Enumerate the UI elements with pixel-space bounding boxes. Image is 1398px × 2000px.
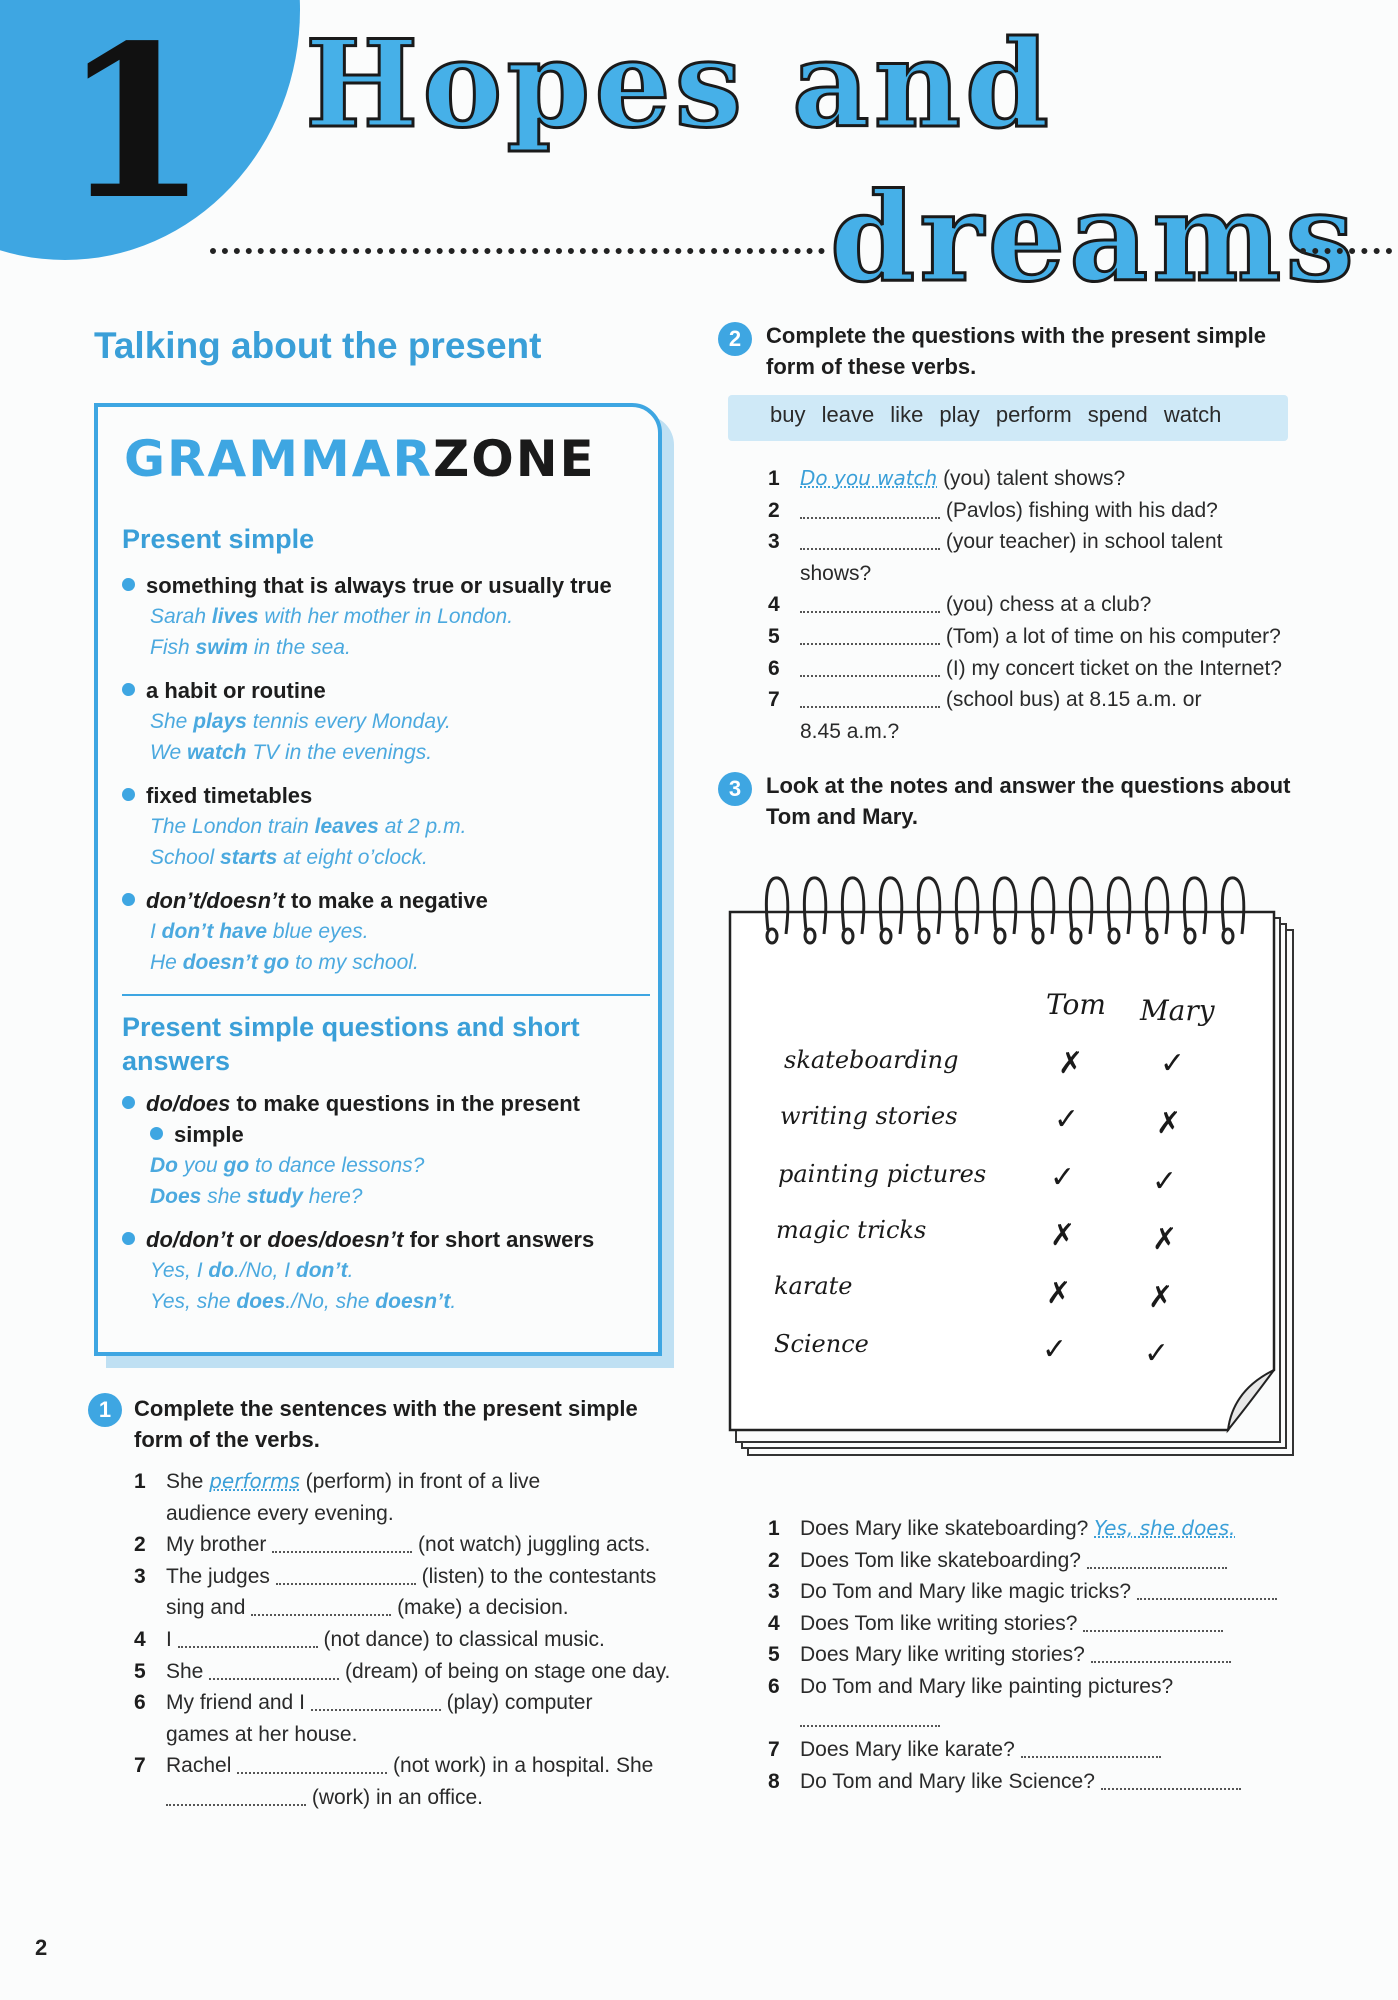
answer-blank[interactable] <box>251 1614 391 1616</box>
example: We watch TV in the evenings. <box>150 741 433 764</box>
answer-blank[interactable] <box>800 643 940 645</box>
exercise-item: 4 I (not dance) to classical music. <box>134 1627 605 1651</box>
exercise-item: 6 (I) my concert ticket on the Internet? <box>768 656 1282 680</box>
answer-blank[interactable] <box>800 517 940 519</box>
tom-mark: ✓ <box>1054 1103 1080 1136</box>
exercise-3-questions <box>768 1513 1328 1797</box>
exercise-3-instruction: Look at the notes and answer the questions about Tom and Mary. <box>766 773 1291 829</box>
exercise-item: 1 Do you watch (you) talent shows? <box>768 466 1126 490</box>
mary-mark: ✗ <box>1156 1107 1182 1140</box>
rule-bullet: do/does to make questions in the present <box>122 1088 642 1119</box>
example: Yes, I do./No, I don’t. <box>150 1259 354 1282</box>
exercise-item-cont: games at her house. <box>166 1722 358 1746</box>
answer-blank[interactable] <box>272 1551 412 1553</box>
answer-blank[interactable]: performs <box>209 1469 300 1493</box>
example: I don’t have blue eyes. <box>150 920 369 943</box>
question-item: 6 Do Tom and Mary like painting pictures? <box>768 1674 1174 1698</box>
question-item-cont <box>768 1703 1328 1735</box>
question-item: 3 Do Tom and Mary like magic tricks? <box>768 1576 1328 1608</box>
exercise-item-cont: 8.45 a.m.? <box>800 719 900 743</box>
questions-rules <box>122 1088 642 1317</box>
answer-blank[interactable] <box>178 1646 318 1648</box>
example: Yes, she does./No, she doesn’t. <box>150 1290 457 1313</box>
exercise-item-cont: shows? <box>800 561 872 585</box>
mary-mark: ✗ <box>1148 1281 1174 1314</box>
mary-mark: ✓ <box>1152 1165 1178 1198</box>
answer-blank[interactable] <box>166 1804 306 1806</box>
logo-grammar: GRAMMAR <box>124 430 433 488</box>
grammar-divider <box>122 994 650 996</box>
notebook-table <box>728 870 1308 1480</box>
present-simple-heading: Present simple <box>122 524 315 554</box>
answer-blank[interactable] <box>800 706 940 708</box>
exercise-item: 3 (your teacher) in school talent <box>768 530 1223 554</box>
answer-blank[interactable] <box>276 1583 416 1585</box>
logo-zone: ZONE <box>432 430 596 488</box>
exercise-item-cont: (work) in an office. <box>134 1782 674 1814</box>
example: Do you go to dance lessons? <box>150 1154 425 1177</box>
exercise-item: 4 (you) chess at a club? <box>768 593 1152 617</box>
question-item: 8 Do Tom and Mary like Science? <box>768 1766 1328 1798</box>
answer-blank[interactable] <box>311 1709 441 1711</box>
rule-bullet: something that is always true or usually true <box>122 570 642 601</box>
grammar-zone-logo <box>124 430 596 488</box>
rule-bullet-cont: simple <box>122 1119 642 1150</box>
exercise-3-number: 3 <box>718 772 752 806</box>
answer-blank[interactable] <box>800 1725 940 1727</box>
example: He doesn’t go to my school. <box>150 951 419 974</box>
title-dotted-rule-end <box>1300 248 1392 254</box>
answer-blank[interactable]: Do you watch <box>800 466 938 490</box>
example: Sarah lives with her mother in London. <box>150 605 514 628</box>
answer-blank[interactable]: Yes, she does. <box>1094 1516 1236 1540</box>
answer-blank[interactable] <box>1137 1598 1277 1600</box>
answer-blank[interactable] <box>1091 1661 1231 1663</box>
question-item: 7 Does Mary like karate? <box>768 1734 1328 1766</box>
example: Fish swim in the sea. <box>150 636 351 659</box>
answer-blank[interactable] <box>237 1772 387 1774</box>
verb-list: buy leave like play perform spend watch <box>770 402 1222 427</box>
rule-bullet: don’t/doesn’t to make a negative <box>122 885 642 916</box>
exercise-item: 6 My friend and I (play) computer <box>134 1691 593 1715</box>
page-number: 2 <box>35 1935 48 1960</box>
answer-blank[interactable] <box>209 1678 339 1680</box>
activity-label: magic tricks <box>776 1216 927 1244</box>
example: She plays tennis every Monday. <box>150 710 451 733</box>
example: Does she study here? <box>150 1185 363 1208</box>
exercise-item: 7 Rachel (not work) in a hospital. She <box>134 1754 654 1778</box>
exercise-item: 7 (school bus) at 8.15 a.m. or <box>768 688 1202 712</box>
rule-bullet: fixed timetables <box>122 780 642 811</box>
exercise-item: 3 The judges (listen) to the contestants <box>134 1564 657 1588</box>
activity-label: writing stories <box>780 1102 958 1130</box>
example: School starts at eight o’clock. <box>150 846 428 869</box>
unit-title-line2: dreams <box>830 165 1359 309</box>
exercise-1-number: 1 <box>88 1393 122 1427</box>
exercise-item: 2 (Pavlos) fishing with his dad? <box>768 498 1218 522</box>
question-item: 2 Does Tom like skateboarding? <box>768 1545 1328 1577</box>
tom-mark: ✓ <box>1042 1333 1068 1366</box>
rule-bullet: do/don’t or does/doesn’t for short answers <box>122 1224 642 1255</box>
exercise-item: 1 She performs (perform) in front of a live <box>134 1469 541 1493</box>
mary-mark: ✓ <box>1160 1047 1186 1080</box>
answer-blank[interactable] <box>1083 1630 1223 1632</box>
activity-label: Science <box>774 1330 869 1358</box>
question-item: 1 Does Mary like skateboarding? Yes, she does. <box>768 1516 1236 1540</box>
mary-mark: ✓ <box>1144 1337 1170 1370</box>
activity-label: skateboarding <box>784 1046 959 1074</box>
exercise-item: 2 My brother (not watch) juggling acts. <box>134 1533 651 1557</box>
tom-mark: ✓ <box>1050 1161 1076 1194</box>
question-item: 4 Does Tom like writing stories? <box>768 1608 1328 1640</box>
tom-mark: ✗ <box>1050 1219 1076 1252</box>
exercise-2-items <box>768 463 1308 747</box>
exercise-item-cont: audience every evening. <box>166 1501 394 1525</box>
rule-bullet: a habit or routine <box>122 675 642 706</box>
unit-number: 1 <box>62 0 209 246</box>
exercise-item: 5 (Tom) a lot of time on his computer? <box>768 624 1281 648</box>
activity-label: painting pictures <box>778 1160 987 1188</box>
answer-blank[interactable] <box>800 611 940 613</box>
exercise-1-items <box>134 1466 674 1814</box>
example: The London train leaves at 2 p.m. <box>150 815 467 838</box>
tom-mark: ✗ <box>1058 1047 1084 1080</box>
exercise-item-cont: sing and (make) a decision. <box>166 1596 569 1620</box>
column-tom: Tom <box>1046 988 1106 1021</box>
question-item: 5 Does Mary like writing stories? <box>768 1639 1328 1671</box>
column-mary: Mary <box>1140 994 1215 1027</box>
present-simple-rules <box>122 570 642 978</box>
title-dotted-rule <box>210 248 825 254</box>
exercise-2-instruction: Complete the questions with the present simple form of these verbs. <box>766 323 1266 379</box>
answer-blank[interactable] <box>1101 1788 1241 1790</box>
tom-mark: ✗ <box>1046 1277 1072 1310</box>
section-heading: Talking about the present <box>94 325 542 366</box>
answer-blank[interactable] <box>800 675 940 677</box>
questions-heading: Present simple questions and short answers <box>122 1012 580 1076</box>
unit-title-line1: Hopes and <box>305 14 1053 155</box>
mary-mark: ✗ <box>1152 1223 1178 1256</box>
exercise-2-number: 2 <box>718 322 752 356</box>
activity-label: karate <box>774 1272 853 1300</box>
answer-blank[interactable] <box>1021 1756 1161 1758</box>
answer-blank[interactable] <box>1087 1567 1227 1569</box>
exercise-item: 5 She (dream) of being on stage one day. <box>134 1659 671 1683</box>
exercise-1-instruction: Complete the sentences with the present simple form of the verbs. <box>134 1396 638 1452</box>
answer-blank[interactable] <box>800 548 940 550</box>
